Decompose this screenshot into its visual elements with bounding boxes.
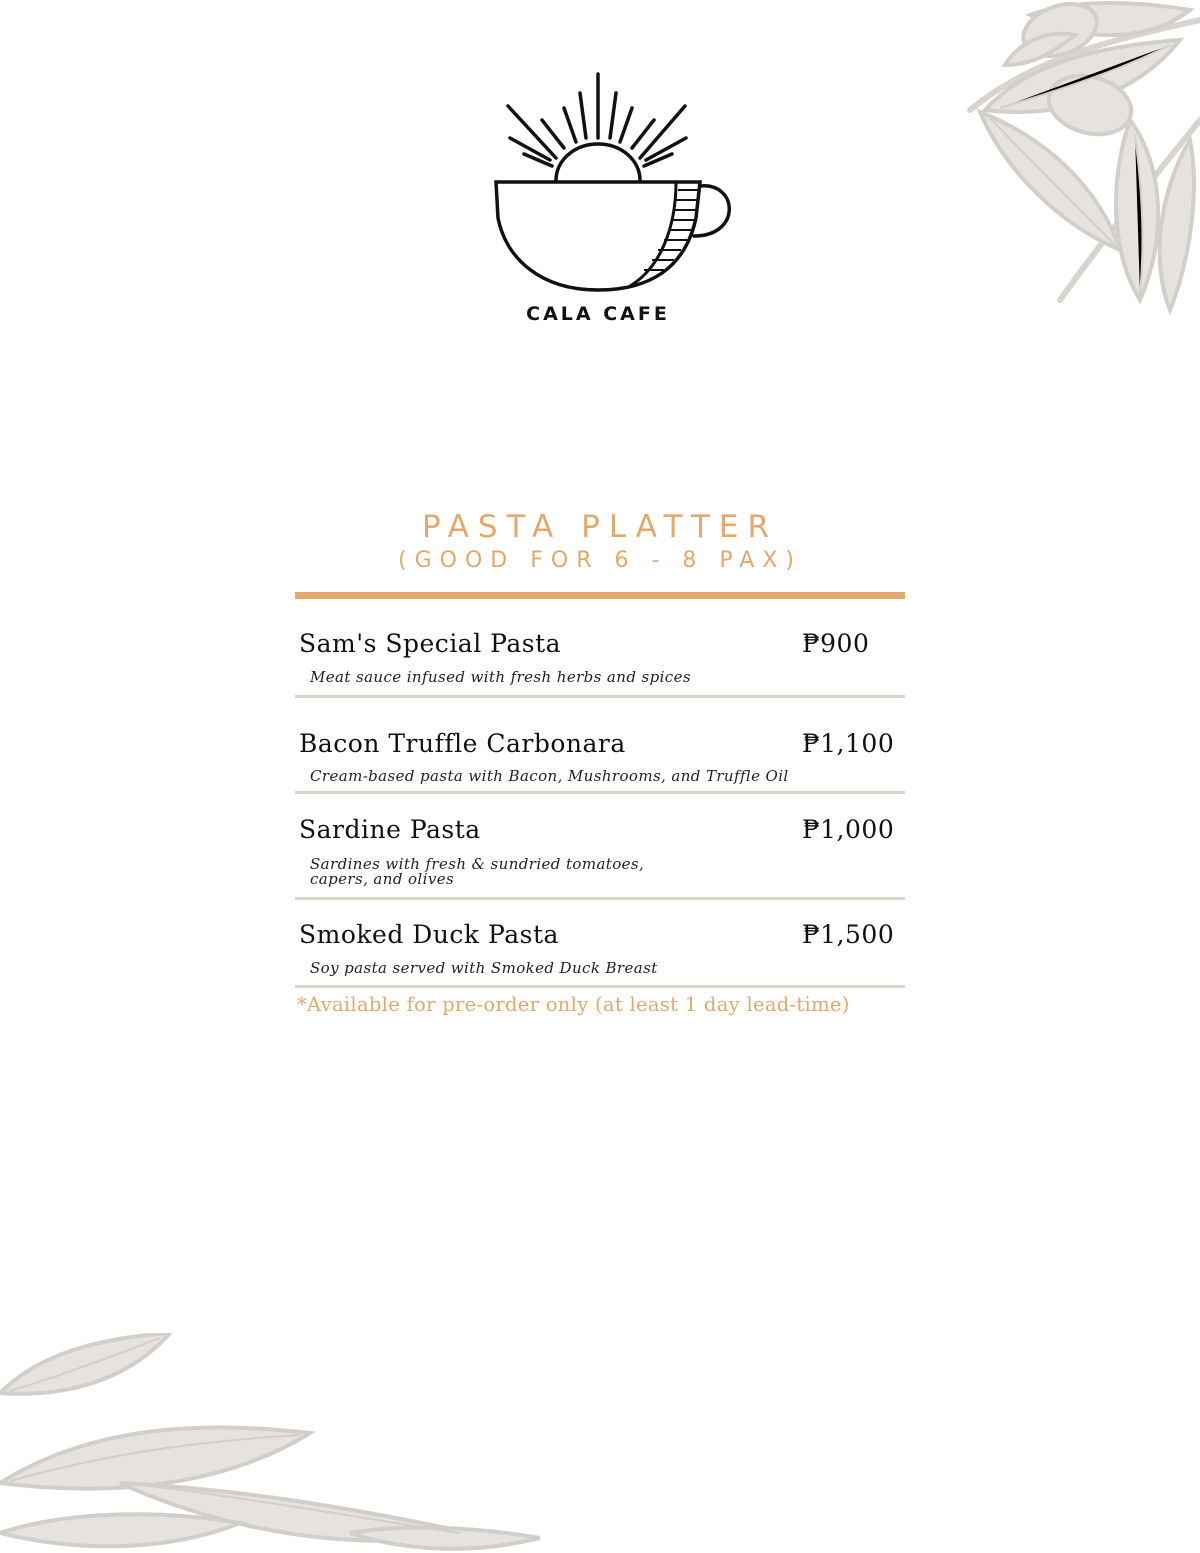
menu-title: PASTA PLATTER (421, 509, 779, 545)
menu-heading (295, 508, 905, 576)
item-description: Soy pasta served with Smoked Duck Breast (310, 959, 658, 977)
menu-item (295, 900, 905, 988)
olive-branch-bottom-illustration (0, 1333, 540, 1553)
menu-item (295, 698, 905, 794)
preorder-note: *Available for pre-order only (at least 1 day lead-time) (297, 993, 850, 1016)
item-price: ₱1,000 (802, 815, 895, 844)
item-name: Sardine Pasta (299, 815, 481, 844)
item-name: Smoked Duck Pasta (299, 920, 559, 949)
item-price: ₱1,100 (802, 729, 895, 758)
item-description: Sardines with fresh & sundried tomatoes, capers, and olives (310, 855, 645, 888)
menu-item (295, 599, 905, 698)
item-description: Cream-based pasta with Bacon, Mushrooms, and Truffle Oil (310, 767, 789, 785)
menu-item (295, 794, 905, 900)
logo-text: CALA CAFE (526, 303, 670, 325)
menu-section (295, 508, 905, 988)
menu-top-divider (295, 592, 905, 599)
cala-cafe-logo (480, 68, 750, 338)
olive-branch-top-illustration (730, 0, 1200, 330)
item-name: Sam's Special Pasta (299, 629, 562, 658)
item-name: Bacon Truffle Carbonara (299, 729, 626, 758)
item-description: Meat sauce infused with fresh herbs and spices (310, 668, 691, 686)
menu-subtitle: (GOOD FOR 6 - 8 PAX) (398, 548, 802, 573)
item-price: ₱1,500 (802, 920, 895, 949)
item-price: ₱900 (802, 629, 870, 658)
